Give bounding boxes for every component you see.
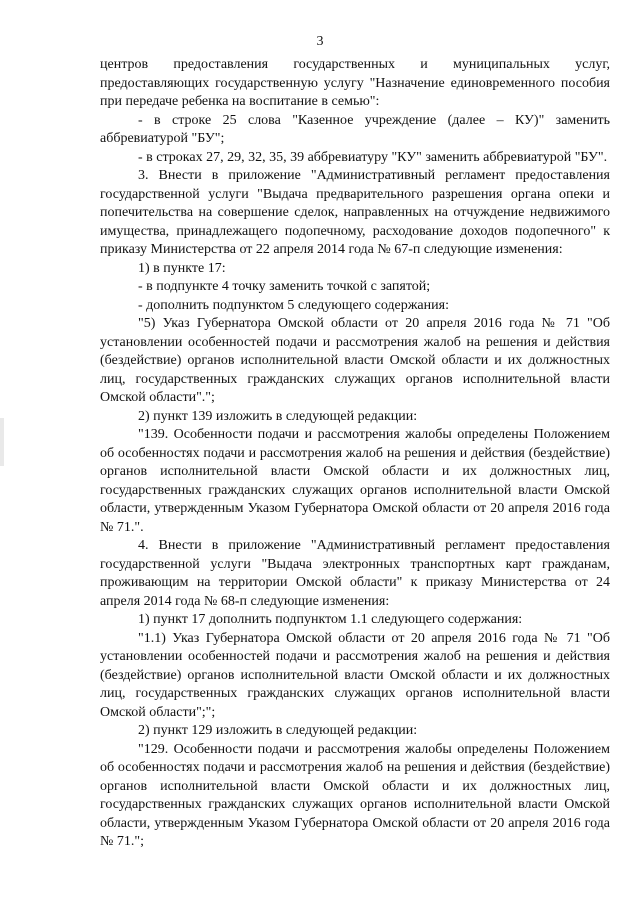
paragraph-item-3-sub-2: 2) пункт 139 изложить в следующей редакции: [138, 408, 418, 424]
document-body [100, 56, 610, 852]
paragraph-quote-5: "5) Указ Губернатора Омской области от 20 апреля 2016 года № 71 "Об установлении особенностей подачи и рассмотрения жалоб на решения и действия (бездействие) органов исполнительной власти Омской области и их должностных лиц, государственных гражданских служащих органов исполнительной власти Омской области"."; [100, 316, 610, 405]
page-number: 3 [316, 34, 324, 49]
paragraph-quote-139: "139. Особенности подачи и рассмотрения жалобы определены Положением об особенностях подачи и рассмотрения жалоб на решения и действия (бездействие) органов исполнительной власти Омской области и их должностных лиц, государственных гражданских служащих органов исполнительной власти Омской области, утвержденным Указом Губернатора Омской области от 20 апреля 2016 года № 71.". [100, 427, 610, 535]
paragraph-item-4-sub-1: 1) пункт 17 дополнить подпунктом 1.1 следующего содержания: [138, 612, 523, 627]
paragraph-item-4: 4. Внести в приложение "Административный регламент предоставления государственной услуги "Выдача электронных транспортных карт гражданам, проживающим на территории Омской области" к приказу Министерства от 24 апреля 2014 года № 68-п следующие изменения: [100, 538, 610, 609]
paragraph-lines-27-39: - в строках 27, 29, 32, 35, 39 аббревиатуру "КУ" заменить аббревиатурой "БУ". [138, 149, 608, 165]
paragraph-item-3-sub-1-b: - дополнить подпунктом 5 следующего содержания: [138, 297, 449, 313]
paragraph-centers-continuation: центров предоставления государственных и муниципальных услуг, предоставляющих государственную услугу "Назначение единовременного пособия при передаче ребенка на воспитание в семью": [100, 57, 610, 109]
paragraph-item-3-sub-1: 1) в пункте 17: [138, 260, 226, 276]
paragraph-quote-1-1: "1.1) Указ Губернатора Омской области от 20 апреля 2016 года № 71 "Об установлении особенностей подачи и рассмотрения жалоб на решения и действия (бездействие) органов исполнительной власти Омской области и их должностных лиц, государственных гражданских служащих органов исполнительной власти Омской области";"; [100, 630, 610, 720]
scan-edge-mark [0, 418, 4, 466]
paragraph-line-25: - в строке 25 слова "Казенное учреждение (далее – КУ)" заменить аббревиатурой "БУ"; [100, 112, 610, 146]
paragraph-quote-129: "129. Особенности подачи и рассмотрения жалобы определены Положением об особенностях подачи и рассмотрения жалоб на решения и действия (бездействие) органов исполнительной власти Омской области и их должностных лиц, государственных гражданских служащих органов исполнительной власти Омской области, утвержденным Указом Губернатора Омской области от 20 апреля 2016 года № 71."; [100, 741, 610, 849]
paragraph-item-3-sub-1-a: - в подпункте 4 точку заменить точкой с запятой; [138, 279, 431, 294]
paragraph-item-4-sub-2: 2) пункт 129 изложить в следующей редакции: [138, 723, 418, 738]
paragraph-item-3: 3. Внести в приложение "Административный регламент предоставления государственной услуги "Выдача предварительного разрешения органа опеки и попечительства на совершение сделок, направленных на отчуждение недвижимого имущества, принадлежащего подопечному, расходование доходов подопечного" к приказу Министерства от 22 апреля 2014 года № 67-п следующие изменения: [100, 168, 610, 257]
